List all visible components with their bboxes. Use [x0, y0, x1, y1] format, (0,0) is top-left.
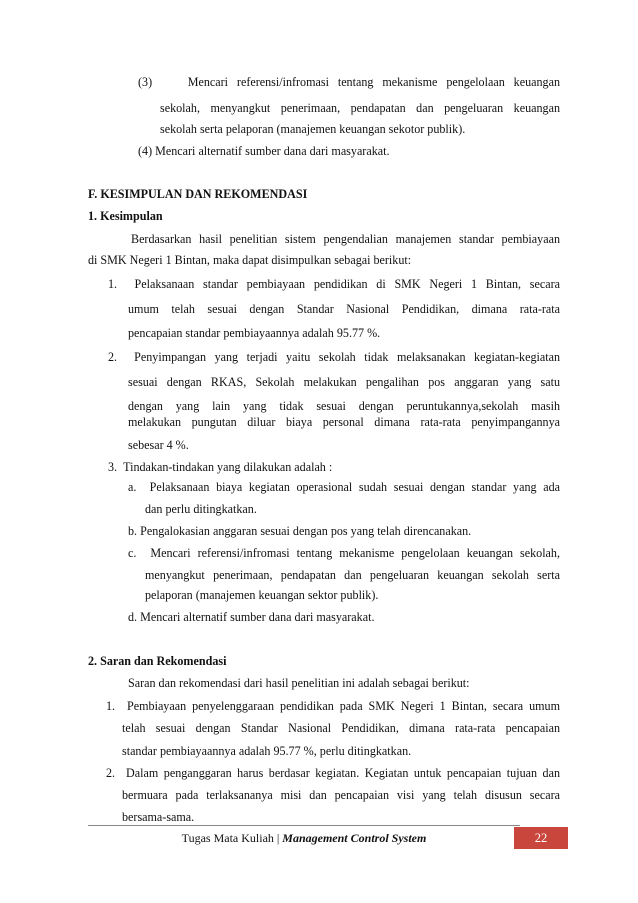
list-item-cont: standar pembiayaannya adalah 95.77 %, perlu ditingkatkan.	[122, 744, 412, 758]
list-item: 1. Pembiayaan penyelenggaraan pendidikan pada SMK Negeri 1 Bintan, secara umum	[106, 699, 560, 713]
list-item-3-cont: sekolah, menyangkut penerimaan, pendapatan dan pengeluaran keuangan	[160, 101, 560, 115]
sub-item-c: c. Mencari referensi/infromasi tentang mekanisme pengelolaan keuangan sekolah,	[128, 546, 560, 560]
sub-item-d: d. Mencari alternatif sumber dana dari masyarakat.	[128, 610, 375, 624]
list-item: 2. Penyimpangan yang terjadi yaitu sekolah tidak melaksanakan kegiatan-kegiatan	[108, 350, 560, 364]
footer-course-prefix: Tugas Mata Kuliah |	[181, 831, 283, 845]
paragraph-line: Saran dan rekomendasi dari hasil penelitian ini adalah sebagai berikut:	[128, 676, 470, 690]
sub-item-c-cont: menyangkut penerimaan, pendapatan dan pengeluaran keuangan sekolah serta	[145, 568, 560, 582]
list-item-3: (3) Mencari referensi/infromasi tentang mekanisme pengelolaan keuangan	[138, 75, 560, 89]
list-item: 2. Dalam penganggaran harus berdasar kegiatan. Kegiatan untuk pencapaian tujuan dan	[106, 766, 560, 780]
list-item-cont: telah sesuai dengan Standar Nasional Pendidikan, dimana rata-rata pencapaian	[122, 721, 560, 735]
paragraph-line: di SMK Negeri 1 Bintan, maka dapat disimpulkan sebagai berikut:	[88, 253, 412, 267]
list-item-cont: umum telah sesuai dengan Standar Nasional Pendidikan, dimana rata-rata	[128, 302, 560, 316]
list-item-3-cont: sekolah serta pelaporan (manajemen keuangan sekotor publik).	[160, 122, 466, 136]
footer-course-name: Management Control System	[282, 831, 427, 845]
list-item-cont: pencapaian standar pembiayaannya adalah 95.77 %.	[128, 326, 381, 340]
list-item: 1. Pelaksanaan standar pembiayaan pendidikan di SMK Negeri 1 Bintan, secara	[108, 277, 560, 291]
list-item-cont: bersama-sama.	[122, 810, 195, 824]
list-item-4: (4) Mencari alternatif sumber dana dari masyarakat.	[138, 144, 390, 158]
subsection-heading: 2. Saran dan Rekomendasi	[88, 654, 227, 668]
list-item-cont: sesuai dengan RKAS, Sekolah melakukan pengalihan pos anggaran yang satu	[128, 375, 560, 389]
list-item: 3. Tindakan-tindakan yang dilakukan adalah :	[108, 460, 333, 474]
sub-item-a: a. Pelaksanaan biaya kegiatan operasional sudah sesuai dengan standar yang ada	[128, 480, 560, 494]
sub-item-c-cont: pelaporan (manajemen keuangan sektor publik).	[145, 588, 379, 602]
list-item-cont: dengan yang lain yang tidak sesuai dengan peruntukannya,sekolah masih	[128, 399, 560, 413]
section-heading: F. KESIMPULAN DAN REKOMENDASI	[88, 187, 308, 201]
list-item-cont: melakukan pungutan diluar biaya personal dimana rata-rata penyimpangannya	[128, 415, 560, 429]
list-item-cont: sebesar 4 %.	[128, 438, 189, 452]
footer	[88, 828, 520, 848]
subsection-heading: 1. Kesimpulan	[88, 209, 163, 223]
footer-divider	[88, 825, 520, 826]
page-number: 22	[514, 827, 568, 849]
sub-item-b: b. Pengalokasian anggaran sesuai dengan pos yang telah direncanakan.	[128, 524, 472, 538]
list-item-cont: bermuara pada terlaksananya misi dan pencapaian visi yang telah disusun secara	[122, 788, 560, 802]
sub-item-a-cont: dan perlu ditingkatkan.	[145, 502, 257, 516]
paragraph-line: Berdasarkan hasil penelitian sistem pengendalian manajemen standar pembiayaan	[131, 232, 560, 246]
